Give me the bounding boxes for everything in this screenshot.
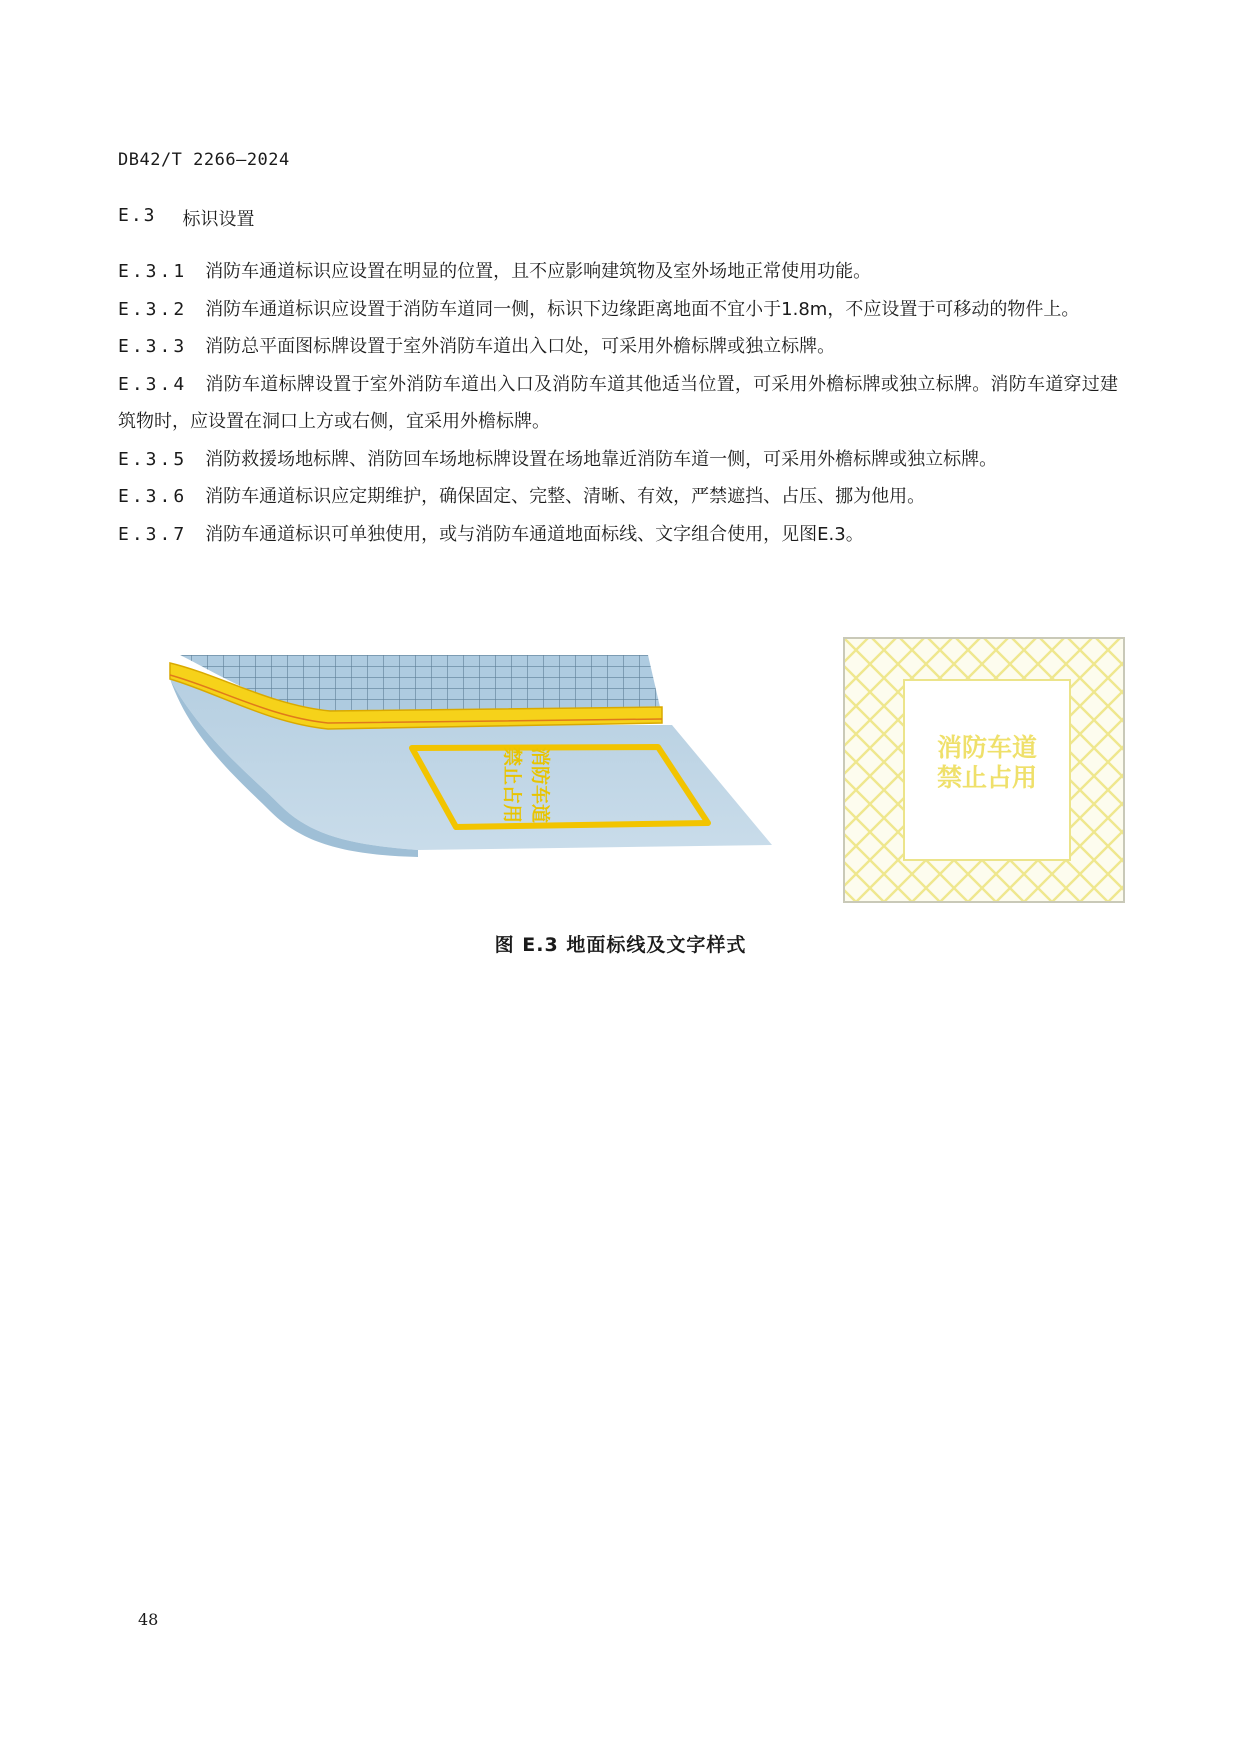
- clause-number: E.3.6: [118, 486, 188, 507]
- clause-e-3-4: [118, 366, 1118, 441]
- clause-number: E.3.3: [118, 336, 188, 357]
- sign-text-line-2: 禁止占用: [936, 763, 1038, 792]
- clause-e-3-6: [118, 478, 1118, 516]
- clause-text: 消防总平面图标牌设置于室外消防车道出入口处，可采用外檐标牌或独立标牌。: [205, 336, 836, 357]
- clause-text: 消防救援场地标牌、消防回车场地标牌设置在场地靠近消防车道一侧，可采用外檐标牌或独立标牌。: [205, 448, 998, 470]
- section-heading: [118, 205, 255, 231]
- sign-text-line-1: 消防车道: [936, 733, 1038, 762]
- clause-e-3-1: [118, 253, 1118, 291]
- clause-number: E.3.1: [118, 261, 188, 282]
- page-number: 48: [138, 1610, 159, 1629]
- section-title: 标识设置: [182, 209, 255, 230]
- figure-caption: 图 E.3 地面标线及文字样式: [494, 934, 747, 956]
- clause-text: 消防车通道标识应设置于消防车道同一侧，标识下边缘距离地面不宜小于1.8m，不应设置于可移动的物件上。: [205, 298, 1080, 320]
- clause-list: [118, 253, 1118, 553]
- section-number: E.3: [118, 205, 157, 226]
- no-parking-sign-illustration: [842, 636, 1126, 904]
- clause-text: 消防车道标牌设置于室外消防车道出入口及消防车道其他适当位置，可采用外檐标牌或独立标牌。消防车道穿过建筑物时，应设置在洞口上方或右侧，宜采用外檐标牌。: [118, 373, 1118, 432]
- clause-number: E.3.2: [118, 298, 188, 320]
- ground-marking-text-2: 禁止占用: [501, 747, 523, 824]
- clause-e-3-7: [118, 516, 1118, 554]
- ground-marking-text-1: 消防车道: [529, 747, 551, 824]
- clause-text: 消防车通道标识应设置在明显的位置，且不应影响建筑物及室外场地正常使用功能。: [205, 261, 872, 282]
- clause-number: E.3.7: [118, 523, 188, 545]
- road-marking-illustration: [160, 645, 788, 875]
- clause-e-3-5: [118, 441, 1118, 479]
- clause-text: 消防车通道标识可单独使用，或与消防车通道地面标线、文字组合使用，见图E.3。: [205, 523, 864, 545]
- clause-e-3-2: [118, 291, 1118, 329]
- clause-number: E.3.4: [118, 373, 188, 395]
- clause-number: E.3.5: [118, 448, 188, 470]
- document-code: DB42/T 2266—2024: [118, 150, 290, 170]
- clause-e-3-3: [118, 328, 1118, 366]
- clause-text: 消防车通道标识应定期维护，确保固定、完整、清晰、有效，严禁遮挡、占压、挪为他用。: [205, 486, 926, 507]
